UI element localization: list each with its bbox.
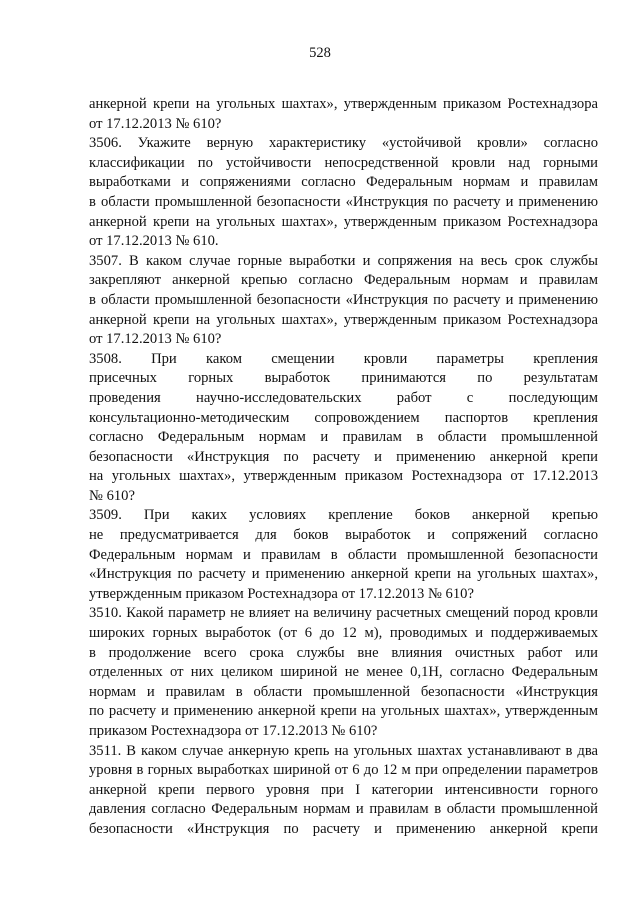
- text-line: нормам и правилам в области промышленной безопасности «Инструкция: [89, 683, 598, 700]
- text-line: закрепляют анкерной крепью согласно Федеральным нормам и правилам: [89, 272, 598, 289]
- text-line: по расчету и применению анкерной крепи на угольных шахтах», утвержденным: [89, 703, 598, 720]
- text-line: анкерной крепи на угольных шахтах», утвержденным приказом Ростехнадзора: [89, 213, 598, 230]
- text-line: на угольных шахтах», утвержденным приказом Ростехнадзора от 17.12.2013: [89, 468, 598, 485]
- text-line: анкерной крепи первого уровня при I категории интенсивности горного: [89, 781, 598, 798]
- text-line: 3507. В каком случае горные выработки и сопряжения на весь срок службы: [89, 252, 598, 269]
- text-line: в продолжение всего срока службы вне влияния очистных работ или: [89, 644, 598, 661]
- text-line: Федеральным нормам и правилам в области промышленной безопасности: [89, 546, 598, 563]
- text-line: уровня в горных выработках шириной от 6 до 12 м при определении параметров: [89, 762, 598, 779]
- text-line: согласно Федеральным нормам и правилам в области промышленной: [89, 429, 598, 446]
- text-line: консультационно-методическим сопровождением паспортов крепления: [89, 409, 598, 426]
- text-line: приказом Ростехнадзора от 17.12.2013 № 610?: [89, 723, 378, 739]
- text-line: 3511. В каком случае анкерную крепь на угольных шахтах устанавливают в два: [89, 742, 598, 759]
- page-number: 528: [309, 45, 331, 61]
- text-line: проведения научно-исследовательских работ с последующим: [89, 389, 598, 406]
- text-line: давления согласно Федеральным нормам и правилам в области промышленной: [89, 801, 598, 818]
- text-line: безопасности «Инструкция по расчету и применению анкерной крепи: [89, 820, 598, 837]
- text-line: анкерной крепи на угольных шахтах», утвержденным приказом Ростехнадзора: [89, 311, 598, 328]
- text-line: от 17.12.2013 № 610?: [89, 115, 222, 132]
- text-line: «Инструкция по расчету и применению анкерной крепи на угольных шахтах»,: [89, 566, 598, 583]
- text-line: в области промышленной безопасности «Инструкция по расчету и применению: [89, 291, 598, 308]
- text-line: утвержденным приказом Ростехнадзора от 17.12.2013 № 610?: [89, 585, 474, 602]
- document-body: [89, 95, 598, 840]
- text-line: анкерной крепи на угольных шахтах», утвержденным приказом Ростехнадзора: [89, 96, 598, 112]
- text-line: от 17.12.2013 № 610?: [89, 331, 222, 348]
- text-line: выработками и сопряжениями согласно Федеральным нормам и правилам: [89, 174, 598, 191]
- text-line: от 17.12.2013 № 610.: [89, 233, 219, 250]
- text-line: не предусматривается для боков выработок и сопряжений согласно: [89, 527, 598, 544]
- text-line: в области промышленной безопасности «Инструкция по расчету и применению: [89, 193, 598, 210]
- text-line: присечных горных выработок принимаются по результатам: [89, 370, 598, 387]
- text-line: безопасности «Инструкция по расчету и применению анкерной крепи: [89, 448, 598, 465]
- text-line: отделенных от них целиком шириной не менее 0,1Н, согласно Федеральным: [89, 664, 598, 681]
- text-line: широких горных выработок (от 6 до 12 м), проводимых и поддерживаемых: [89, 625, 598, 642]
- text-line: 3509. При каких условиях крепление боков анкерной крепью: [89, 507, 598, 524]
- text-line: 3510. Какой параметр не влияет на величину расчетных смещений пород кровли: [89, 605, 598, 622]
- text-line: 3506. Укажите верную характеристику «устойчивой кровли» согласно: [89, 135, 598, 152]
- text-line: 3508. При каком смещении кровли параметры крепления: [89, 350, 598, 367]
- text-line: классификации по устойчивости непосредственной кровли над горными: [89, 154, 598, 171]
- text-line: № 610?: [89, 487, 135, 504]
